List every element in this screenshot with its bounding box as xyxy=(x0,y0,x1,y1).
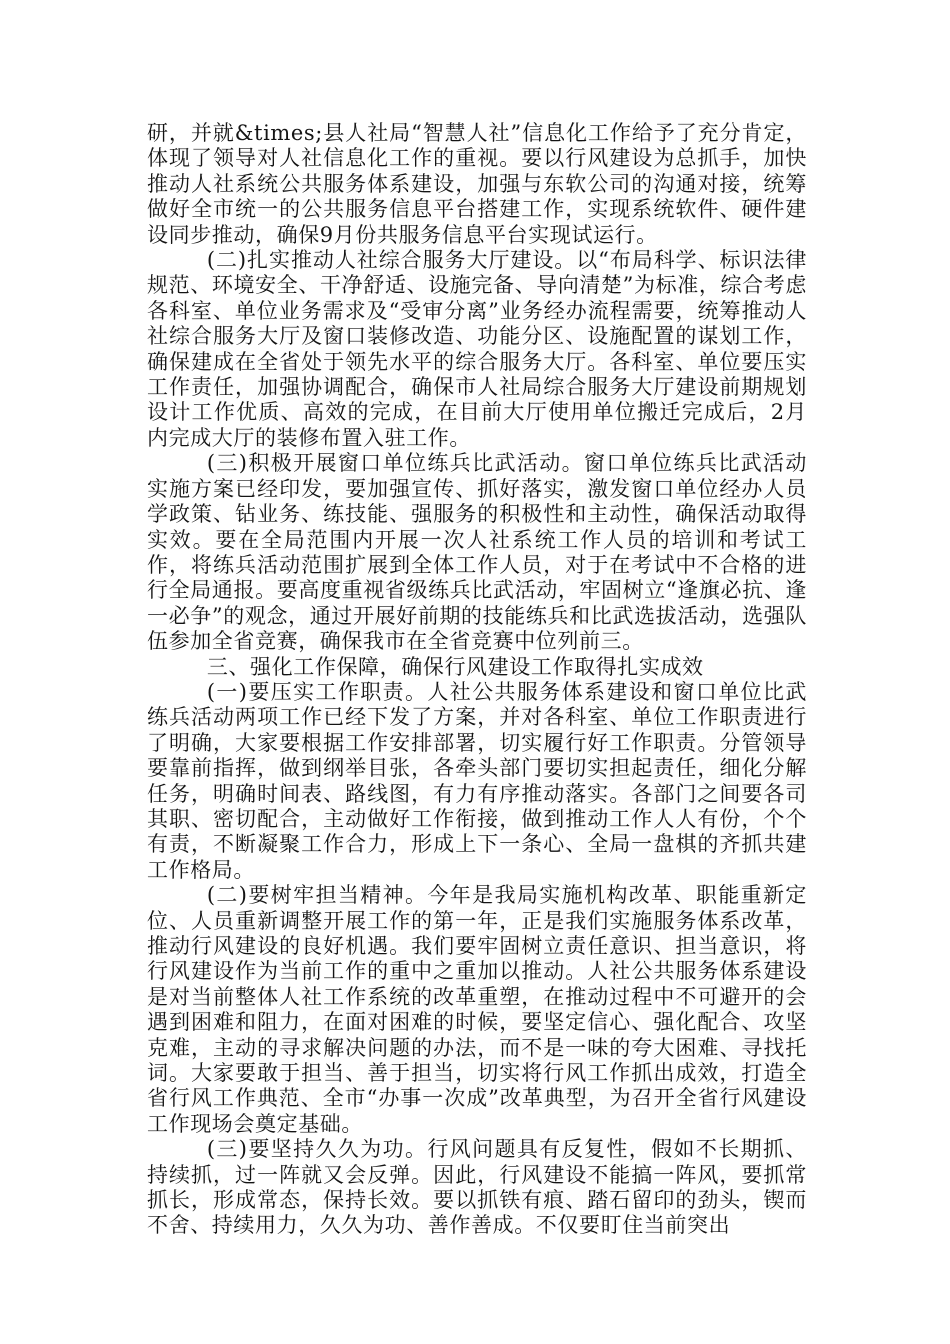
paragraph-1: 研，并就&times;县人社局“智慧人社”信息化工作给予了充分肯定，体现了领导对人社信息化工作的重视。要以行风建设为总抓手，加快推动人社系统公共服务体系建设，加强与东软公司的沟通对接，统筹做好全市统一的公共服务信息平台搭建工作，实现系统软件、硬件建设同步推动，确保9月份共服务信息平台实现试运行。 xyxy=(147,121,807,247)
paragraph-2: (二)扎实推动人社综合服务大厅建设。以“布局科学、标识法律规范、环境安全、干净舒适、设施完备、导向清楚”为标准，综合考虑各科室、单位业务需求及“受审分离”业务经办流程需要，统筹推动人社综合服务大厅及窗口装修改造、功能分区、设施配置的谋划工作，确保建成在全省处于领先水平的综合服务大厅。各科室、单位要压实工作责任，加强协调配合，确保市人社局综合服务大厅建设前期规划设计工作优质、高效的完成，在目前大厅使用单位搬迁完成后，2月内完成大厅的装修布置入驻工作。 xyxy=(147,248,807,450)
document-body xyxy=(147,121,807,1239)
paragraph-4: (一)要压实工作职责。人社公共服务体系建设和窗口单位比武练兵活动两项工作已经下发了方案，并对各科室、单位工作职责进行了明确，大家要根据工作安排部署，切实履行好工作职责。分管领导要靠前指挥，做到纲举目张，各牵头部门要切实担起责任，细化分解任务，明确时间表、路线图，有力有序推动落实。各部门之间要各司其职、密切配合，主动做好工作衔接，做到推动工作人人有份，个个有责，不断凝聚工作合力，形成上下一条心、全局一盘棋的齐抓共建工作格局。 xyxy=(147,679,807,882)
section-heading: 三、强化工作保障，确保行风建设工作取得扎实成效 xyxy=(206,654,704,679)
paragraph-3: (三)积极开展窗口单位练兵比武活动。窗口单位练兵比武活动实施方案已经印发，要加强宣传、抓好落实，激发窗口单位经办人员学政策、钻业务、练技能、强服务的积极性和主动性，确保活动取得实效。要在全局范围内开展一次人社系统工作人员的培训和考试工作，将练兵活动范围扩展到全体工作人员，对于在考试中不合格的进行全局通报。要高度重视省级练兵比武活动，牢固树立“逢旗必抗、逢一必争”的观念，通过开展好前期的技能练兵和比武选拔活动，选强队伍参加全省竞赛，确保我市在全省竞赛中位列前三。 xyxy=(147,451,807,654)
paragraph-6: (三)要坚持久久为功。行风问题具有反复性，假如不长期抓、持续抓，过一阵就又会反弹。因此，行风建设不能搞一阵风，要抓常抓长，形成常态，保持长效。要以抓铁有痕、踏石留印的劲头，锲而不舍、持续用力，久久为功、善作善成。不仅要盯住当前突出 xyxy=(147,1137,807,1238)
paragraph-5: (二)要树牢担当精神。今年是我局实施机构改革、职能重新定位、人员重新调整开展工作的第一年，正是我们实施服务体系改革，推动行风建设的良好机遇。我们要牢固树立责任意识、担当意识，将行风建设作为当前工作的重中之重加以推动。人社公共服务体系建设是对当前整体人社工作系统的改革重塑，在推动过程中不可避开的会遇到困难和阻力，在面对困难的时候，要坚定信心、强化配合、攻坚克难，主动的寻求解决问题的办法，而不是一味的夸大困难、寻找托词。大家要敢于担当、善于担当，切实将行风工作抓出成效，打造全省行风工作典范、全市“办事一次成”改革典型，为召开全省行风建设工作现场会奠定基础。 xyxy=(147,883,807,1136)
